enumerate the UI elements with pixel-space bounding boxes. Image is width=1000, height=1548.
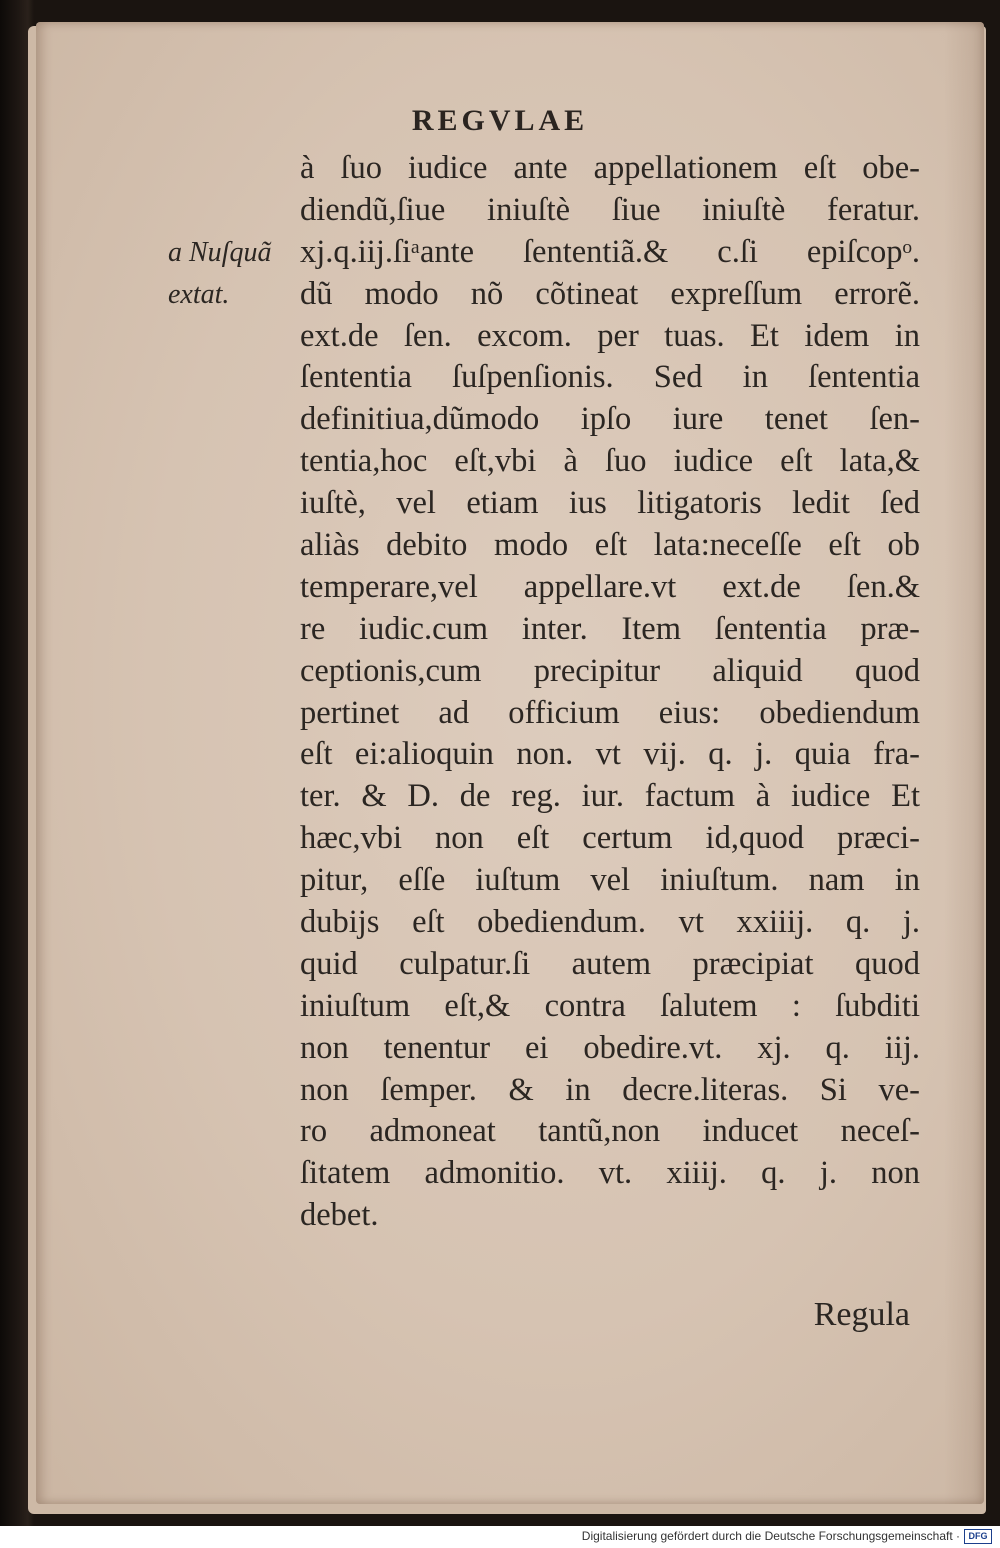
text-line: eſt ei:alioquin non. vt vij. q. j. quia fra- [300, 736, 920, 773]
text-line: xj.q.iij.ſiᵃante ſententiã.& c.ſi epiſcopᵒ. [300, 233, 920, 270]
text-line: ter. & D. de reg. iur. factum à iudice Et [300, 778, 920, 815]
margin-note-line: a Nuſquã [168, 237, 272, 268]
text-line: dubijs eſt obediendum. vt xxiiij. q. j. [300, 904, 920, 941]
text-line: iuſtè, vel etiam ius litigatoris ledit ſed [300, 485, 920, 522]
main-text-block [300, 148, 920, 1237]
text-line: dũ modo nõ cõtineat expreſſum errorẽ. [300, 275, 920, 312]
text-line: pitur, eſſe iuſtum vel iniuſtum. nam in [300, 862, 920, 899]
text-line: diendũ,ſiue iniuſtè ſiue iniuſtè feratur. [300, 191, 920, 228]
page-stain [944, 22, 984, 1504]
text-line: re iudic.cum inter. Item ſententia præ- [300, 610, 920, 647]
text-line: tentia,hoc eſt,vbi à ſuo iudice eſt lata,& [300, 443, 920, 480]
text-line: hæc,vbi non eſt certum id,quod præci- [300, 820, 920, 857]
text-line: debet. [300, 1197, 379, 1234]
text-line: pertinet ad officium eius: obediendum [300, 694, 920, 731]
margin-note [168, 232, 308, 316]
text-line: ſententia ſuſpenſionis. Sed in ſententia [300, 359, 920, 396]
text-line: quid culpatur.ſi autem præcipiat quod [300, 945, 920, 982]
margin-note-line: extat. [168, 279, 230, 310]
text-line: non ſemper. & in decre.literas. Si ve- [300, 1071, 920, 1108]
text-line: non tenentur ei obedire.vt. xj. q. iij. [300, 1029, 920, 1066]
text-line: ext.de ſen. excom. per tuas. Et idem in [300, 317, 920, 354]
text-line: iniuſtum eſt,& contra ſalutem : ſubditi [300, 987, 920, 1024]
footer-bar [0, 1526, 1000, 1548]
text-line: temperare,vel appellare.vt ext.de ſen.& [300, 568, 920, 605]
footer-credit: Digitalisierung gefördert durch die Deutsche Forschungsgemeinschaft · [581, 1529, 960, 1543]
running-head: REGVLAE [411, 104, 589, 137]
dfg-logo-icon: DFG [964, 1529, 992, 1544]
text-line: definitiua,dũmodo ipſo iure tenet ſen- [300, 401, 920, 438]
text-line: ceptionis,cum precipitur aliquid quod [300, 652, 920, 689]
text-line: ſitatem admonitio. vt. xiiij. q. j. non [300, 1155, 920, 1192]
text-line: aliàs debito modo eſt lata:neceſſe eſt ob [300, 527, 920, 564]
catchword: Regula [813, 1296, 910, 1333]
text-line: ro admoneat tantũ,non inducet neceſ- [300, 1113, 920, 1150]
text-line: à ſuo iudice ante appellationem eſt obe- [300, 150, 920, 186]
